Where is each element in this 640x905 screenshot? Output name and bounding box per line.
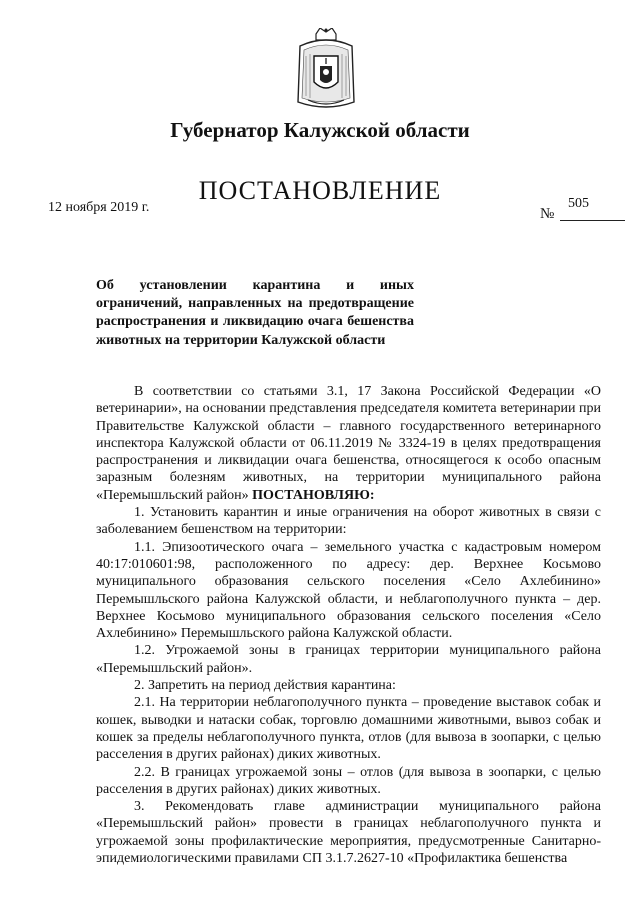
body-paragraph: 3. Рекомендовать главе администрации муниципального района «Перемышльский район» провести в границах неблагополучного пункта и угрожаемой зоны профилактические мероприятия, предусмотренные Санитарно-эпидемиологическими правилами СП 3.1.7.2627-10 «Профилактика бешенства <box>96 799 601 867</box>
body-paragraph: 1.1. Эпизоотического очага – земельного участка с кадастровым номером 40:17:010601:98, расположенного по адресу: дер. Верхнее Косьмово муниципального образования сельского поселения «Село Ахлебинино» Перемышльского района Калужской области, и неблагополучного пункта – дер. Верхнее Косьмово муниципального образования сельского поселения «Село Ахлебинино» Перемышльского района Калужской области. <box>96 539 601 642</box>
document-type-heading: ПОСТАНОВЛЕНИЕ <box>198 176 442 205</box>
body-paragraph: 2.1. На территории неблагополучного пункта – проведение выставок собак и кошек, выводки и натаски собак, торговлю домашними животными, вывоз собак и кошек за пределы неблагополучного пункта, отлов (для вывоза в зоопарки, с целью расселения в других районах) диких животных. <box>96 695 601 763</box>
body-paragraph: 1. Установить карантин и иные ограничения на оборот животных в связи с заболеванием бешенством на территории: <box>96 505 601 538</box>
document-date: 12 ноября 2019 г. <box>48 200 150 215</box>
document-body <box>96 383 601 867</box>
body-paragraph: 1.2. Угрожаемой зоны в границах территории муниципального района «Перемышльский район». <box>96 643 601 676</box>
preamble-paragraph <box>96 383 601 504</box>
coat-of-arms-emblem-icon <box>294 28 358 110</box>
number-underline <box>560 220 625 221</box>
preamble-text: В соответствии со статьями 3.1, 17 Закона Российской Федерации «О ветеринарии», на основании представления председателя комитета ветеринарии при Правительстве Калужской области – главного государственного ветеринарного инспектора Калужской области от 06.11.2019 № 3324-19 в целях предотвращения распространения и ликвидации очага бешенства, относящегося к особо опасным заразным болезням животных, на территории муниципального района «Перемышльский район» <box>96 384 601 503</box>
number-value: 505 <box>568 196 589 211</box>
document-title: Об установлении карантина и иных ограничений, направленных на предотвращение распространения и ликвидацию очага бешенства животных на территории Калужской области <box>96 278 414 348</box>
document-number <box>540 196 625 224</box>
decree-word: ПОСТАНОВЛЯЮ: <box>252 487 375 503</box>
body-paragraph: 2.2. В границах угрожаемой зоны – отлов (для вывоза в зоопарки, с целью расселения в других районах) диких животных. <box>96 764 601 797</box>
number-prefix: № <box>540 206 555 222</box>
body-paragraph: 2. Запретить на период действия карантина: <box>134 678 396 694</box>
issuing-authority: Губернатор Калужской области <box>170 118 470 142</box>
